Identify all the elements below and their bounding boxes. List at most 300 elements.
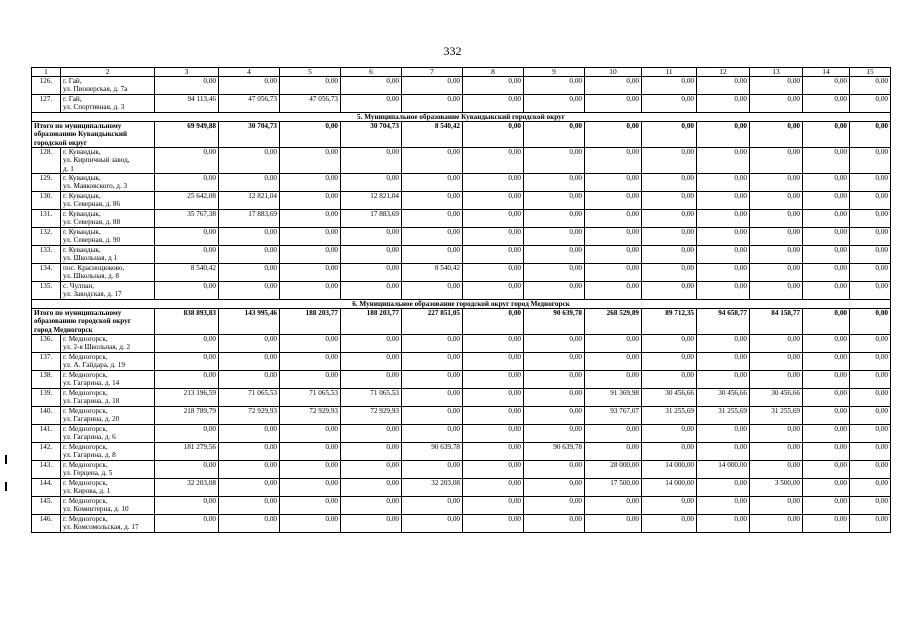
value-cell-col-14: 0,00	[803, 122, 850, 148]
value-cell-col-12: 0,00	[697, 174, 750, 192]
value-cell-col-6: 0,00	[341, 479, 402, 497]
value-cell-col-8: 0,00	[463, 77, 524, 95]
value-cell-col-15: 0,00	[850, 335, 891, 353]
address-line: ул. Гагарина, д. 20	[63, 415, 120, 424]
value-cell-col-14: 0,00	[803, 353, 850, 371]
address-line: г. Кувандык,	[63, 192, 101, 200]
value-cell-col-7: 0,00	[402, 515, 463, 533]
value-cell-col-9: 0,00	[524, 407, 585, 425]
value-cell-col-15: 0,00	[850, 264, 891, 282]
value-cell-col-10: 0,00	[585, 425, 642, 443]
value-cell-col-5: 0,00	[280, 479, 341, 497]
value-cell-col-4: 47 056,73	[219, 95, 280, 113]
value-cell-col-12: 31 255,69	[697, 407, 750, 425]
value-cell-col-6: 0,00	[341, 174, 402, 192]
address-line: ул. Спортивная, д. 3	[63, 103, 125, 112]
value-cell-col-6: 0,00	[341, 246, 402, 264]
value-cell-col-8: 0,00	[463, 148, 524, 174]
value-cell-col-10: 268 529,89	[585, 309, 642, 335]
value-cell-col-9: 0,00	[524, 174, 585, 192]
address-cell	[61, 497, 155, 515]
value-cell-col-8: 0,00	[463, 192, 524, 210]
value-cell-col-4: 0,00	[219, 515, 280, 533]
value-cell-col-15: 0,00	[850, 461, 891, 479]
value-cell-col-7: 90 639,78	[402, 443, 463, 461]
value-cell-col-11: 0,00	[642, 443, 697, 461]
address-cell	[61, 461, 155, 479]
address-line: г. Кувандык,	[63, 246, 101, 254]
total-row	[32, 309, 891, 335]
page-number: 332	[443, 44, 462, 58]
value-cell-col-13: 0,00	[750, 210, 803, 228]
value-cell-col-15: 0,00	[850, 77, 891, 95]
address-line: ул. 2-я Школьная, д. 2	[63, 343, 131, 352]
address-line: г. Медногорск,	[63, 335, 108, 343]
address-cell	[61, 174, 155, 192]
address-line: г. Медногорск,	[63, 353, 108, 361]
address-cell	[61, 148, 155, 174]
value-cell-col-13: 84 158,77	[750, 309, 803, 335]
value-cell-col-8: 0,00	[463, 246, 524, 264]
value-cell-col-4: 0,00	[219, 335, 280, 353]
address-line: ул. Маяковского, д. 3	[63, 182, 128, 191]
value-cell-col-14: 0,00	[803, 282, 850, 300]
value-cell-col-14: 0,00	[803, 148, 850, 174]
row-number: 142.	[32, 443, 61, 461]
section-header-row	[32, 113, 891, 122]
value-cell-col-9: 0,00	[524, 479, 585, 497]
address-line: г. Медногорск,	[63, 407, 108, 415]
value-cell-col-9: 0,00	[524, 497, 585, 515]
value-cell-col-4: 0,00	[219, 371, 280, 389]
address-line: ул. Гагарина, д. 8	[63, 451, 116, 460]
value-cell-col-7: 0,00	[402, 174, 463, 192]
value-cell-col-5: 0,00	[280, 210, 341, 228]
value-cell-col-13: 0,00	[750, 95, 803, 113]
total-label-line: образованию городской округ	[34, 317, 132, 326]
value-cell-col-13: 0,00	[750, 148, 803, 174]
value-cell-col-3: 35 767,38	[155, 210, 219, 228]
column-header-6: 6	[341, 68, 402, 77]
value-cell-col-4: 12 821,04	[219, 192, 280, 210]
value-cell-col-8: 0,00	[463, 95, 524, 113]
total-label-line: городской округ	[34, 138, 87, 147]
value-cell-col-11: 89 712,35	[642, 309, 697, 335]
value-cell-col-12: 0,00	[697, 282, 750, 300]
value-cell-col-12: 14 000,00	[697, 461, 750, 479]
value-cell-col-12: 0,00	[697, 246, 750, 264]
value-cell-col-6: 12 821,04	[341, 192, 402, 210]
table-row	[32, 389, 891, 407]
column-header-5: 5	[280, 68, 341, 77]
value-cell-col-11: 0,00	[642, 210, 697, 228]
column-header-1: 1	[32, 68, 61, 77]
value-cell-col-6: 0,00	[341, 228, 402, 246]
table-row	[32, 461, 891, 479]
address-line: г. Кувандык,	[63, 210, 101, 218]
value-cell-col-11: 30 456,66	[642, 389, 697, 407]
address-cell	[61, 479, 155, 497]
value-cell-col-4: 0,00	[219, 443, 280, 461]
total-label-line: город Медногорск	[34, 325, 93, 334]
value-cell-col-14: 0,00	[803, 407, 850, 425]
value-cell-col-8: 0,00	[463, 371, 524, 389]
value-cell-col-5: 0,00	[280, 425, 341, 443]
address-line: г. Гай,	[63, 95, 82, 103]
value-cell-col-11: 0,00	[642, 174, 697, 192]
value-cell-col-6: 0,00	[341, 353, 402, 371]
address-line: ул. Гагарина, д. 18	[63, 397, 120, 406]
row-number: 136.	[32, 335, 61, 353]
table-row	[32, 246, 891, 264]
value-cell-col-9: 0,00	[524, 77, 585, 95]
value-cell-col-14: 0,00	[803, 210, 850, 228]
value-cell-col-13: 0,00	[750, 122, 803, 148]
value-cell-col-15: 0,00	[850, 353, 891, 371]
address-line: г. Медногорск,	[63, 515, 108, 523]
value-cell-col-7: 0,00	[402, 192, 463, 210]
value-cell-col-10: 0,00	[585, 77, 642, 95]
value-cell-col-10: 0,00	[585, 515, 642, 533]
value-cell-col-6: 0,00	[341, 515, 402, 533]
value-cell-col-3: 0,00	[155, 174, 219, 192]
value-cell-col-15: 0,00	[850, 282, 891, 300]
value-cell-col-4: 30 704,73	[219, 122, 280, 148]
column-header-9: 9	[524, 68, 585, 77]
value-cell-col-14: 0,00	[803, 497, 850, 515]
value-cell-col-12: 0,00	[697, 192, 750, 210]
row-number: 138.	[32, 371, 61, 389]
value-cell-col-13: 30 456,66	[750, 389, 803, 407]
table-row	[32, 282, 891, 300]
value-cell-col-12: 0,00	[697, 371, 750, 389]
value-cell-col-14: 0,00	[803, 246, 850, 264]
value-cell-col-13: 0,00	[750, 246, 803, 264]
address-cell	[61, 335, 155, 353]
value-cell-col-9: 0,00	[524, 246, 585, 264]
table-row	[32, 335, 891, 353]
row-number: 127.	[32, 95, 61, 113]
value-cell-col-12: 0,00	[697, 148, 750, 174]
value-cell-col-11: 0,00	[642, 353, 697, 371]
value-cell-col-13: 31 255,69	[750, 407, 803, 425]
value-cell-col-5: 0,00	[280, 443, 341, 461]
value-cell-col-15: 0,00	[850, 228, 891, 246]
value-cell-col-10: 0,00	[585, 210, 642, 228]
value-cell-col-15: 0,00	[850, 122, 891, 148]
column-header-11: 11	[642, 68, 697, 77]
address-line: ул. Северная, д. 86	[63, 200, 121, 209]
value-cell-col-3: 213 196,59	[155, 389, 219, 407]
value-cell-col-14: 0,00	[803, 371, 850, 389]
value-cell-col-8: 0,00	[463, 515, 524, 533]
value-cell-col-14: 0,00	[803, 309, 850, 335]
value-cell-col-7: 0,00	[402, 407, 463, 425]
table-row	[32, 353, 891, 371]
row-number: 141.	[32, 425, 61, 443]
value-cell-col-4: 0,00	[219, 174, 280, 192]
value-cell-col-12: 0,00	[697, 122, 750, 148]
value-cell-col-3: 25 642,08	[155, 192, 219, 210]
value-cell-col-5: 0,00	[280, 264, 341, 282]
address-line: пос. Красноцюково,	[63, 264, 125, 272]
table-row	[32, 425, 891, 443]
address-line: д. 1	[63, 164, 74, 173]
row-number: 132.	[32, 228, 61, 246]
value-cell-col-9: 90 639,78	[524, 443, 585, 461]
table-row	[32, 443, 891, 461]
address-cell	[61, 407, 155, 425]
address-line: ул. А. Гайдара, д. 19	[63, 361, 125, 370]
value-cell-col-14: 0,00	[803, 389, 850, 407]
value-cell-col-4: 72 929,93	[219, 407, 280, 425]
address-line: г. Гай,	[63, 77, 82, 85]
row-number: 130.	[32, 192, 61, 210]
value-cell-col-4: 0,00	[219, 77, 280, 95]
value-cell-col-9: 0,00	[524, 122, 585, 148]
row-number: 146.	[32, 515, 61, 533]
column-header-3: 3	[155, 68, 219, 77]
row-number: 128.	[32, 148, 61, 174]
address-cell	[61, 282, 155, 300]
value-cell-col-15: 0,00	[850, 371, 891, 389]
value-cell-col-7: 0,00	[402, 461, 463, 479]
value-cell-col-10: 0,00	[585, 192, 642, 210]
value-cell-col-15: 0,00	[850, 407, 891, 425]
section-title: 6. Муниципальное образование городской округ город Медногорск	[32, 300, 891, 309]
value-cell-col-13: 0,00	[750, 371, 803, 389]
table-row	[32, 77, 891, 95]
address-line: ул. Школьная, д. 8	[63, 272, 119, 281]
address-line: ул. Комсомольская, д. 17	[63, 523, 139, 532]
value-cell-col-5: 71 065,53	[280, 389, 341, 407]
value-cell-col-10: 91 369,98	[585, 389, 642, 407]
value-cell-col-12: 94 658,77	[697, 309, 750, 335]
address-line: г. Медногорск,	[63, 389, 108, 397]
value-cell-col-4: 0,00	[219, 479, 280, 497]
value-cell-col-8: 0,00	[463, 210, 524, 228]
value-cell-col-14: 0,00	[803, 77, 850, 95]
row-number: 129.	[32, 174, 61, 192]
value-cell-col-10: 0,00	[585, 282, 642, 300]
column-header-15: 15	[850, 68, 891, 77]
value-cell-col-3: 0,00	[155, 246, 219, 264]
value-cell-col-3: 32 203,08	[155, 479, 219, 497]
value-cell-col-13: 0,00	[750, 443, 803, 461]
address-cell	[61, 389, 155, 407]
value-cell-col-3: 0,00	[155, 371, 219, 389]
column-header-4: 4	[219, 68, 280, 77]
address-cell	[61, 246, 155, 264]
value-cell-col-7: 0,00	[402, 210, 463, 228]
address-cell	[61, 425, 155, 443]
value-cell-col-8: 0,00	[463, 479, 524, 497]
value-cell-col-12: 0,00	[697, 353, 750, 371]
value-cell-col-14: 0,00	[803, 95, 850, 113]
value-cell-col-7: 0,00	[402, 282, 463, 300]
value-cell-col-7: 8 540,42	[402, 122, 463, 148]
value-cell-col-13: 0,00	[750, 282, 803, 300]
value-cell-col-14: 0,00	[803, 174, 850, 192]
value-cell-col-7: 0,00	[402, 77, 463, 95]
scan-margin-mark	[5, 482, 7, 491]
value-cell-col-14: 0,00	[803, 515, 850, 533]
table-row	[32, 497, 891, 515]
value-cell-col-11: 0,00	[642, 515, 697, 533]
value-cell-col-13: 0,00	[750, 192, 803, 210]
address-line: г. Кувандык,	[63, 148, 101, 156]
value-cell-col-3: 0,00	[155, 148, 219, 174]
value-cell-col-3: 218 789,79	[155, 407, 219, 425]
address-cell	[61, 371, 155, 389]
value-cell-col-4: 0,00	[219, 461, 280, 479]
value-cell-col-6: 188 203,77	[341, 309, 402, 335]
value-cell-col-12: 0,00	[697, 264, 750, 282]
value-cell-col-9: 90 639,78	[524, 309, 585, 335]
value-cell-col-9: 0,00	[524, 461, 585, 479]
value-cell-col-8: 0,00	[463, 407, 524, 425]
value-cell-col-11: 0,00	[642, 122, 697, 148]
address-cell	[61, 228, 155, 246]
value-cell-col-9: 0,00	[524, 95, 585, 113]
value-cell-col-8: 0,00	[463, 389, 524, 407]
value-cell-col-5: 0,00	[280, 148, 341, 174]
value-cell-col-9: 0,00	[524, 282, 585, 300]
address-line: ул. Пионерская, д. 7а	[63, 85, 128, 94]
value-cell-col-7: 0,00	[402, 335, 463, 353]
address-line: г. Медногорск,	[63, 461, 108, 469]
value-cell-col-12: 0,00	[697, 95, 750, 113]
value-cell-col-3: 0,00	[155, 282, 219, 300]
value-cell-col-3: 838 893,83	[155, 309, 219, 335]
value-cell-col-6: 71 065,53	[341, 389, 402, 407]
value-cell-col-7: 32 203,08	[402, 479, 463, 497]
row-number: 139.	[32, 389, 61, 407]
value-cell-col-4: 0,00	[219, 282, 280, 300]
allocation-table	[31, 67, 891, 533]
value-cell-col-3: 0,00	[155, 515, 219, 533]
total-label-line: Итого по муниципальному	[34, 309, 122, 317]
value-cell-col-6: 0,00	[341, 461, 402, 479]
value-cell-col-10: 0,00	[585, 228, 642, 246]
value-cell-col-5: 0,00	[280, 515, 341, 533]
value-cell-col-9: 0,00	[524, 389, 585, 407]
value-cell-col-9: 0,00	[524, 264, 585, 282]
row-number: 135.	[32, 282, 61, 300]
table-row	[32, 210, 891, 228]
value-cell-col-11: 0,00	[642, 371, 697, 389]
table-body	[32, 68, 891, 533]
value-cell-col-13: 0,00	[750, 497, 803, 515]
table-row	[32, 479, 891, 497]
value-cell-col-15: 0,00	[850, 515, 891, 533]
value-cell-col-5: 188 203,77	[280, 309, 341, 335]
column-header-2: 2	[61, 68, 155, 77]
value-cell-col-10: 0,00	[585, 353, 642, 371]
value-cell-col-3: 0,00	[155, 497, 219, 515]
value-cell-col-9: 0,00	[524, 148, 585, 174]
table-row	[32, 192, 891, 210]
value-cell-col-8: 0,00	[463, 122, 524, 148]
address-line: г. Медногорск,	[63, 371, 108, 379]
value-cell-col-10: 17 500,00	[585, 479, 642, 497]
address-line: ул. Коминтерна, д. 10	[63, 505, 129, 514]
address-line: ул. Кирова, д. 1	[63, 487, 111, 496]
total-label	[32, 122, 155, 148]
value-cell-col-4: 0,00	[219, 246, 280, 264]
value-cell-col-5: 0,00	[280, 371, 341, 389]
value-cell-col-8: 0,00	[463, 309, 524, 335]
address-cell	[61, 353, 155, 371]
value-cell-col-6: 0,00	[341, 282, 402, 300]
value-cell-col-15: 0,00	[850, 425, 891, 443]
address-line: с. Чулпан,	[63, 282, 94, 290]
value-cell-col-10: 0,00	[585, 148, 642, 174]
value-cell-col-8: 0,00	[463, 335, 524, 353]
value-cell-col-11: 0,00	[642, 497, 697, 515]
value-cell-col-4: 0,00	[219, 148, 280, 174]
value-cell-col-7: 0,00	[402, 425, 463, 443]
column-header-14: 14	[803, 68, 850, 77]
value-cell-col-9: 0,00	[524, 515, 585, 533]
value-cell-col-4: 143 995,46	[219, 309, 280, 335]
value-cell-col-4: 0,00	[219, 497, 280, 515]
value-cell-col-3: 0,00	[155, 461, 219, 479]
total-label	[32, 309, 155, 335]
address-cell	[61, 264, 155, 282]
total-row	[32, 122, 891, 148]
address-cell	[61, 515, 155, 533]
value-cell-col-10: 0,00	[585, 371, 642, 389]
address-line: г. Кувандык,	[63, 174, 101, 182]
address-line: ул. Северная, д. 88	[63, 218, 121, 227]
value-cell-col-6: 0,00	[341, 95, 402, 113]
address-line: г. Кувандык,	[63, 228, 101, 236]
value-cell-col-9: 0,00	[524, 425, 585, 443]
value-cell-col-9: 0,00	[524, 192, 585, 210]
value-cell-col-14: 0,00	[803, 443, 850, 461]
value-cell-col-13: 0,00	[750, 425, 803, 443]
value-cell-col-4: 17 883,69	[219, 210, 280, 228]
value-cell-col-5: 0,00	[280, 174, 341, 192]
address-line: ул. Герцена, д. 5	[63, 469, 113, 478]
address-line: г. Медногорск,	[63, 497, 108, 505]
value-cell-col-12: 0,00	[697, 479, 750, 497]
section-header-row	[32, 300, 891, 309]
value-cell-col-12: 0,00	[697, 228, 750, 246]
value-cell-col-14: 0,00	[803, 461, 850, 479]
value-cell-col-4: 0,00	[219, 228, 280, 246]
value-cell-col-9: 0,00	[524, 210, 585, 228]
value-cell-col-13: 0,00	[750, 335, 803, 353]
address-line: г. Медногорск,	[63, 425, 108, 433]
address-line: ул. Школьная, д 1	[63, 254, 118, 263]
value-cell-col-10: 0,00	[585, 174, 642, 192]
table-row	[32, 228, 891, 246]
value-cell-col-9: 0,00	[524, 228, 585, 246]
value-cell-col-11: 0,00	[642, 95, 697, 113]
value-cell-col-13: 0,00	[750, 174, 803, 192]
address-cell	[61, 192, 155, 210]
value-cell-col-7: 0,00	[402, 246, 463, 264]
value-cell-col-11: 0,00	[642, 264, 697, 282]
value-cell-col-4: 0,00	[219, 264, 280, 282]
value-cell-col-13: 0,00	[750, 461, 803, 479]
value-cell-col-8: 0,00	[463, 282, 524, 300]
value-cell-col-3: 94 113,46	[155, 95, 219, 113]
value-cell-col-3: 181 279,56	[155, 443, 219, 461]
value-cell-col-14: 0,00	[803, 264, 850, 282]
